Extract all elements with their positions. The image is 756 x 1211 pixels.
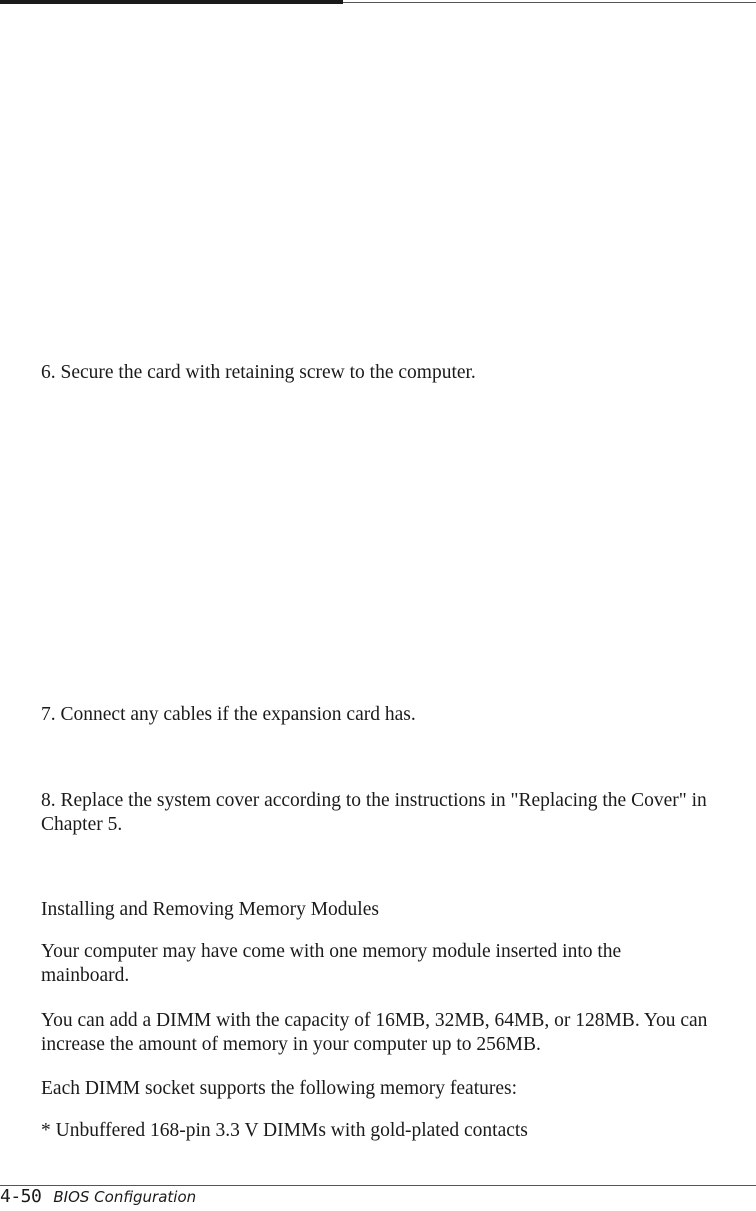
step-6-text: 6. Secure the card with retaining screw to the computer.: [41, 362, 476, 383]
header-rule-thick: [0, 0, 343, 4]
step-7-text: 7. Connect any cables if the expansion card has.: [41, 704, 416, 725]
memory-capacity-paragraph: You can add a DIMM with the capacity of 16MB, 32MB, 64MB, or 128MB. You can increase the amount of memory in your computer up to 256MB.: [41, 1010, 708, 1055]
memory-intro-paragraph: Your computer may have come with one memory module inserted into the mainboard.: [41, 941, 622, 986]
page-number: 4-50: [0, 1186, 42, 1207]
footer-section-title: BIOS Configuration: [53, 1188, 197, 1206]
section-heading: Installing and Removing Memory Modules: [41, 899, 379, 920]
header-rule-thin: [343, 2, 756, 3]
dimm-features-paragraph: Each DIMM socket supports the following memory features:: [41, 1078, 518, 1099]
step-8-text: 8. Replace the system cover according to the instructions in "Replacing the Cover" in Chapter 5.: [41, 790, 707, 835]
page-footer: [0, 1186, 196, 1210]
dimm-feature-item: * Unbuffered 168-pin 3.3 V DIMMs with gold-plated contacts: [41, 1120, 528, 1141]
